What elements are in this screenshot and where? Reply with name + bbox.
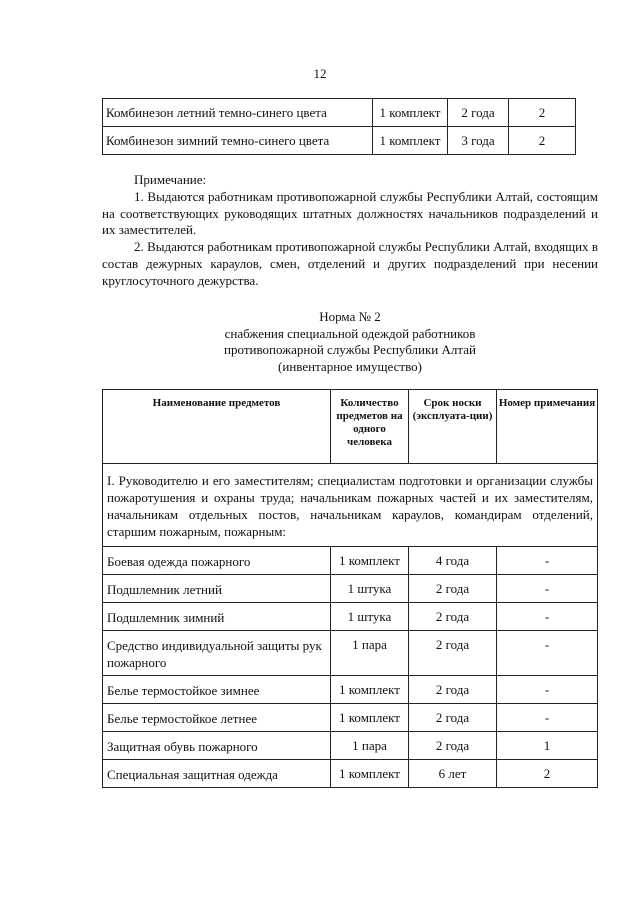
item-quantity: 1 комплект — [373, 127, 448, 155]
table-row — [103, 603, 598, 631]
item-name: Специальная защитная одежда — [103, 760, 331, 788]
table-row — [103, 575, 598, 603]
item-term: 2 года — [409, 676, 497, 704]
norm-title-line: Норма № 2 — [319, 309, 381, 324]
item-note-number: - — [497, 547, 598, 575]
item-term: 2 года — [409, 603, 497, 631]
item-quantity: 1 штука — [331, 603, 409, 631]
item-term: 6 лет — [409, 760, 497, 788]
header-item-name: Наименование предметов — [103, 390, 331, 464]
item-term: 2 года — [409, 575, 497, 603]
item-name: Средство индивидуальной защиты рук пожарного — [103, 631, 331, 676]
header-note-number: Номер примечания — [497, 390, 598, 464]
norm-title-line: противопожарной службы Республики Алтай — [224, 342, 476, 357]
item-name: Подшлемник зимний — [103, 603, 331, 631]
item-quantity: 1 комплект — [331, 760, 409, 788]
item-quantity: 1 комплект — [331, 547, 409, 575]
header-quantity: Количество предметов на одного человека — [331, 390, 409, 464]
item-note-number: - — [497, 676, 598, 704]
table-row — [103, 631, 598, 676]
note-item-2: 2. Выдаются работникам противопожарной службы Республики Алтай, входящих в состав дежурных караулов, смен, отделений и других подразделений при несении круглосуточного дежурства. — [102, 239, 598, 288]
item-note-number: 2 — [497, 760, 598, 788]
page-number: 12 — [313, 66, 327, 81]
item-term: 2 года — [409, 704, 497, 732]
item-note-number: 2 — [509, 127, 576, 155]
item-name: Боевая одежда пожарного — [103, 547, 331, 575]
item-quantity: 1 штука — [331, 575, 409, 603]
item-term: 2 года — [409, 631, 497, 676]
item-note-number: 1 — [497, 732, 598, 760]
table-row — [103, 127, 576, 155]
item-term: 2 года — [448, 99, 509, 127]
notes-heading: Примечание: — [134, 172, 207, 187]
item-name: Белье термостойкое летнее — [103, 704, 331, 732]
table-header-row — [103, 390, 598, 464]
item-note-number: - — [497, 575, 598, 603]
item-quantity: 1 пара — [331, 732, 409, 760]
table-row — [103, 704, 598, 732]
table-row — [103, 760, 598, 788]
item-note-number: - — [497, 603, 598, 631]
item-quantity: 1 комплект — [373, 99, 448, 127]
item-name: Защитная обувь пожарного — [103, 732, 331, 760]
item-quantity: 1 комплект — [331, 676, 409, 704]
item-term: 4 года — [409, 547, 497, 575]
norm-title — [0, 309, 640, 375]
note-item-1: 1. Выдаются работникам противопожарной службы Республики Алтай, состоящим на соответствующих руководящих штатных должностях начальников подразделений и их заместителей. — [102, 188, 598, 238]
item-note-number: - — [497, 704, 598, 732]
item-name: Комбинезон зимний темно-синего цвета — [103, 127, 373, 155]
norm-title-line: (инвентарное имущество) — [278, 358, 422, 374]
item-note-number: - — [497, 631, 598, 676]
table-row — [103, 676, 598, 704]
item-note-number: 2 — [509, 99, 576, 127]
item-name: Комбинезон летний темно-синего цвета — [103, 99, 373, 127]
table-row — [103, 732, 598, 760]
norm-2-table — [102, 389, 598, 788]
table-row — [103, 547, 598, 575]
item-term: 3 года — [448, 127, 509, 155]
item-name: Подшлемник летний — [103, 575, 331, 603]
header-term: Срок носки (эксплуата-ции) — [409, 390, 497, 464]
notes-block — [102, 172, 598, 290]
item-quantity: 1 пара — [331, 631, 409, 676]
item-name: Белье термостойкое зимнее — [103, 676, 331, 704]
table-row — [103, 99, 576, 127]
item-quantity: 1 комплект — [331, 704, 409, 732]
top-clothing-table — [102, 98, 576, 155]
item-term: 2 года — [409, 732, 497, 760]
section-heading: I. Руководителю и его заместителям; специалистам подготовки и организации службы пожаротушения и охраны труда; начальникам пожарных частей и их заместителям, начальникам отдельных постов, начальникам караулов, командирам отделений, старшим пожарным, пожарным: — [103, 464, 598, 547]
section-row — [103, 464, 598, 547]
norm-title-line: снабжения специальной одеждой работников — [224, 325, 476, 341]
